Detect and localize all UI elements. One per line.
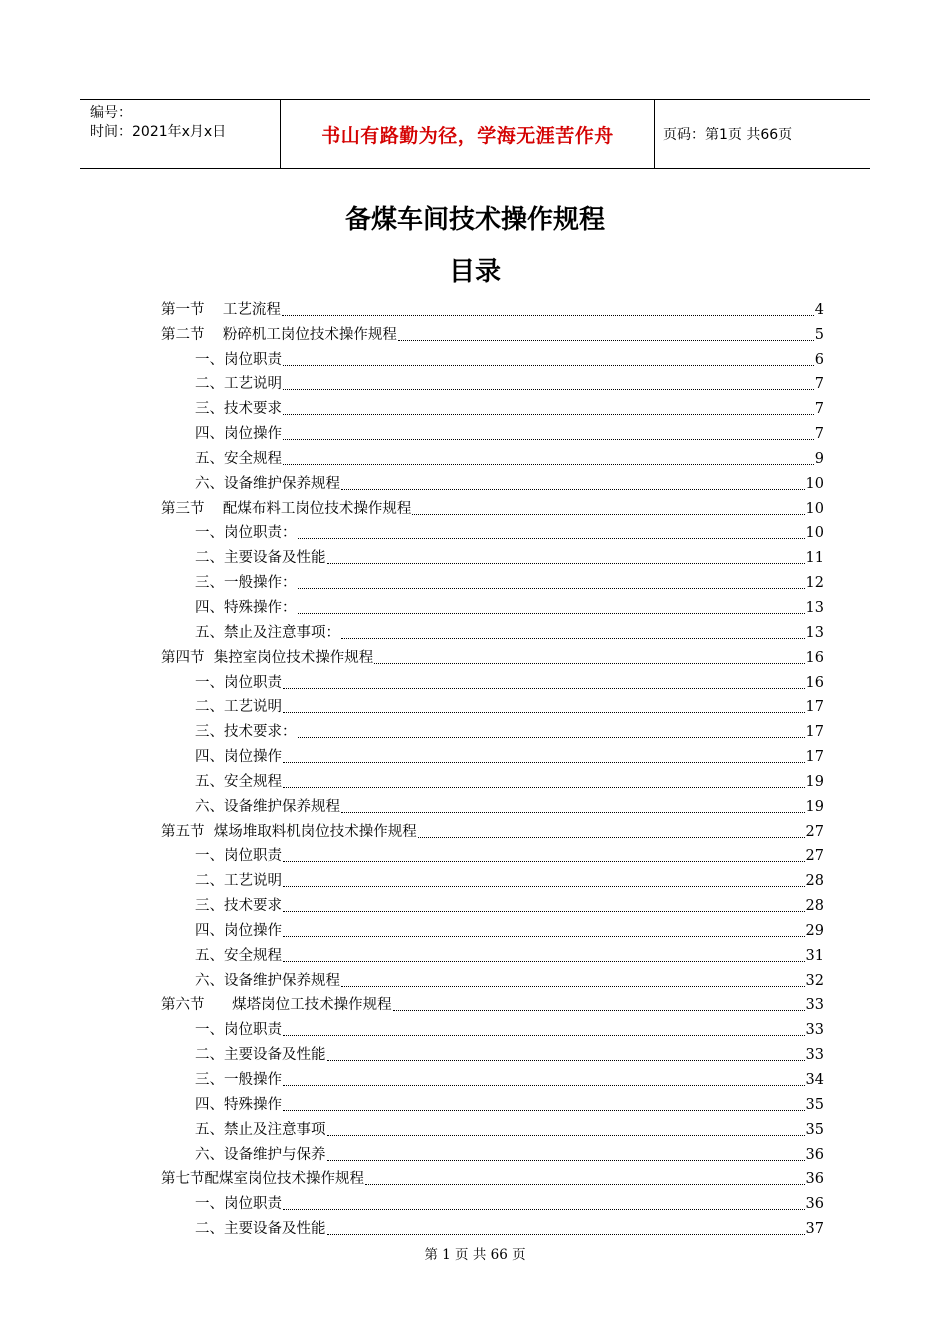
header-motto: 书山有路勤为径，学海无涯苦作舟	[281, 100, 655, 168]
toc-entry-label: 五、禁止及注意事项：	[195, 624, 340, 641]
toc-entry-page: 19	[805, 773, 824, 790]
toc-entry-page: 17	[805, 749, 824, 766]
toc-entry[interactable]	[161, 643, 824, 668]
toc-entry-label: 三、一般操作：	[195, 575, 297, 592]
toc-entry[interactable]	[161, 519, 824, 544]
document-title: 备煤车间技术操作规程	[344, 205, 605, 235]
toc-leader-dots	[283, 464, 814, 465]
toc-leader-dots	[327, 1135, 805, 1136]
toc-leader-dots	[327, 1160, 805, 1161]
toc-entry-page: 33	[805, 1022, 824, 1039]
toc-entry-page: 36	[805, 1171, 824, 1188]
time-label: 时间：2021年x月x日	[90, 124, 227, 140]
toc-entry-page: 10	[805, 475, 824, 492]
toc-leader-dots	[283, 1035, 805, 1036]
toc-entry-label: 二、工艺说明	[195, 699, 282, 716]
toc-entry-label: 第二节 粉碎机工岗位技术操作规程	[161, 326, 397, 343]
toc-entry-page: 7	[814, 401, 824, 418]
toc-entry-label: 一、岗位职责	[195, 848, 282, 865]
toc-entry[interactable]	[161, 1165, 824, 1190]
toc-entry-page: 37	[805, 1221, 824, 1238]
toc-entry-label: 三、技术要求	[195, 401, 282, 418]
toc-entry-page: 7	[814, 376, 824, 393]
toc-entry-label: 一、岗位职责	[195, 674, 282, 691]
toc-leader-dots	[327, 1234, 805, 1235]
toc-heading: 目录	[448, 257, 501, 287]
toc-entry[interactable]	[161, 817, 824, 842]
toc-entry[interactable]	[161, 966, 824, 991]
toc-entry[interactable]	[161, 1214, 824, 1239]
toc-entry[interactable]	[161, 1040, 824, 1065]
number-label: 编号：	[90, 105, 132, 121]
toc-leader-dots	[283, 439, 814, 440]
toc-entry-label: 三、一般操作	[195, 1072, 282, 1088]
toc-entry-page: 17	[805, 699, 824, 716]
toc-entry-label: 一、岗位职责	[195, 1196, 282, 1213]
toc-entry[interactable]	[161, 444, 824, 469]
toc-entry-page: 5	[814, 326, 824, 343]
toc-leader-dots	[365, 1184, 805, 1185]
toc-entry-label: 五、禁止及注意事项	[195, 1121, 326, 1138]
toc-leader-dots	[283, 712, 805, 713]
toc-entry[interactable]	[161, 1115, 824, 1140]
toc-entry[interactable]	[161, 345, 824, 370]
toc-entry-label: 五、安全规程	[195, 773, 282, 790]
page-footer: 第 1 页 共 66 页	[424, 1247, 526, 1263]
toc-entry-label: 第一节 工艺流程	[161, 301, 281, 318]
toc-entry-page: 29	[805, 922, 824, 939]
toc-leader-dots	[374, 663, 804, 664]
toc-leader-dots	[412, 514, 804, 515]
toc-entry[interactable]	[161, 320, 824, 345]
toc-entry-page: 17	[805, 724, 824, 741]
toc-entry-page: 16	[805, 649, 824, 666]
toc-entry-label: 一、岗位职责	[195, 1022, 282, 1039]
toc-entry[interactable]	[161, 1090, 824, 1115]
toc-entry[interactable]	[161, 469, 824, 494]
toc-entry-label: 四、特殊操作：	[195, 599, 297, 616]
toc-entry[interactable]	[161, 419, 824, 444]
toc-leader-dots	[283, 961, 805, 962]
toc-entry-page: 13	[805, 599, 824, 616]
toc-entry[interactable]	[161, 668, 824, 693]
toc-entry-label: 五、安全规程	[195, 947, 282, 964]
header-meta	[80, 100, 281, 168]
toc-entry-page: 10	[805, 500, 824, 517]
toc-entry-page: 27	[805, 823, 824, 840]
toc-entry-label: 三、技术要求	[195, 898, 282, 915]
toc-leader-dots	[341, 812, 805, 813]
toc-entry[interactable]	[161, 1189, 824, 1214]
toc-entry-page: 35	[805, 1121, 824, 1138]
toc-entry-label: 一、岗位职责：	[195, 525, 297, 542]
toc-entry-label: 三、技术要求：	[195, 724, 297, 741]
toc-entry[interactable]	[161, 394, 824, 419]
toc-entry-page: 13	[805, 624, 824, 641]
toc-entry-label: 第七节配煤室岗位技术操作规程	[161, 1171, 364, 1188]
toc-entry-label: 四、岗位操作	[195, 922, 282, 939]
toc-leader-dots	[327, 563, 805, 564]
toc-entry[interactable]	[161, 568, 824, 593]
toc-leader-dots	[298, 613, 805, 614]
toc-entry[interactable]	[161, 842, 824, 867]
toc-entry[interactable]	[161, 1015, 824, 1040]
toc-entry-page: 9	[814, 450, 824, 467]
toc-entry-page: 12	[805, 575, 824, 592]
toc-entry-label: 六、设备维护与保养	[195, 1146, 326, 1163]
toc-entry-page: 4	[814, 301, 824, 318]
toc-entry-label: 二、主要设备及性能	[195, 550, 326, 567]
toc-leader-dots	[283, 911, 805, 912]
toc-entry-page: 6	[814, 351, 824, 368]
toc-entry-page: 10	[805, 525, 824, 542]
toc-leader-dots	[283, 1209, 805, 1210]
toc-entry[interactable]	[161, 494, 824, 519]
toc-entry[interactable]	[161, 370, 824, 395]
toc-leader-dots	[283, 365, 814, 366]
toc-leader-dots	[393, 1010, 805, 1011]
toc-leader-dots	[298, 737, 805, 738]
toc-entry[interactable]	[161, 543, 824, 568]
toc-entry-page: 28	[805, 898, 824, 915]
toc-entry-page: 16	[805, 674, 824, 691]
toc-entry-page: 36	[805, 1146, 824, 1163]
toc-leader-dots	[283, 762, 805, 763]
toc-leader-dots	[398, 340, 814, 341]
toc-entry[interactable]	[161, 295, 824, 320]
toc-leader-dots	[341, 489, 805, 490]
toc-leader-dots	[298, 538, 805, 539]
toc-leader-dots	[283, 688, 805, 689]
toc-entry[interactable]	[161, 866, 824, 891]
toc-entry-page: 27	[805, 848, 824, 865]
toc-entry-page: 34	[805, 1072, 824, 1088]
toc-entry-page: 11	[805, 550, 824, 567]
toc-leader-dots	[283, 1085, 805, 1086]
toc-entry-label: 一、岗位职责	[195, 351, 282, 368]
toc-entry-label: 四、岗位操作	[195, 749, 282, 766]
toc-entry-label: 第六节 煤塔岗位工技术操作规程	[161, 997, 392, 1014]
toc-entry-label: 二、主要设备及性能	[195, 1047, 326, 1064]
toc-entry-page: 31	[805, 947, 824, 964]
toc-entry-label: 五、安全规程	[195, 450, 282, 467]
toc-leader-dots	[327, 1060, 805, 1061]
toc-entry[interactable]	[161, 593, 824, 618]
toc-entry-label: 二、工艺说明	[195, 873, 282, 890]
toc-entry[interactable]	[161, 941, 824, 966]
toc-entry[interactable]	[161, 767, 824, 792]
toc-leader-dots	[283, 936, 805, 937]
toc-leader-dots	[298, 588, 805, 589]
toc-leader-dots	[283, 1110, 805, 1111]
toc-entry[interactable]	[161, 717, 824, 742]
toc-entry-label: 四、特殊操作	[195, 1096, 282, 1113]
toc-entry-label: 第三节 配煤布料工岗位技术操作规程	[161, 500, 412, 517]
toc-entry-page: 28	[805, 873, 824, 890]
toc-entry[interactable]	[161, 916, 824, 941]
toc-leader-dots	[282, 315, 814, 316]
toc-entry-label: 六、设备维护保养规程	[195, 972, 340, 989]
toc-entry[interactable]	[161, 618, 824, 643]
toc-entry[interactable]	[161, 1140, 824, 1165]
toc-entry-page: 35	[805, 1096, 824, 1113]
toc-leader-dots	[418, 837, 805, 838]
toc-entry[interactable]	[161, 991, 824, 1016]
toc-entry-label: 第四节 集控室岗位技术操作规程	[161, 649, 374, 666]
toc-entry-page: 19	[805, 798, 824, 815]
toc-entry-label: 六、设备维护保养规程	[195, 798, 340, 815]
toc-entry-page: 33	[805, 1047, 824, 1064]
document-header	[80, 99, 870, 169]
toc-entry-label: 二、工艺说明	[195, 376, 282, 393]
toc-leader-dots	[283, 861, 805, 862]
toc-leader-dots	[283, 414, 814, 415]
toc-entry[interactable]	[161, 693, 824, 718]
toc-entry-page: 32	[805, 972, 824, 989]
toc-entry-label: 二、主要设备及性能	[195, 1221, 326, 1238]
toc-leader-dots	[283, 787, 805, 788]
toc-entry[interactable]	[161, 1065, 824, 1090]
toc-leader-dots	[341, 986, 805, 987]
toc-entry-label: 六、设备维护保养规程	[195, 475, 340, 492]
toc-entry[interactable]	[161, 792, 824, 817]
toc-entry[interactable]	[161, 891, 824, 916]
table-of-contents	[161, 295, 824, 1239]
toc-entry-page: 36	[805, 1196, 824, 1213]
toc-entry[interactable]	[161, 742, 824, 767]
toc-leader-dots	[283, 389, 814, 390]
toc-entry-page: 7	[814, 426, 824, 443]
toc-leader-dots	[341, 638, 805, 639]
toc-entry-label: 第五节 煤场堆取料机岗位技术操作规程	[161, 823, 417, 840]
toc-leader-dots	[283, 886, 805, 887]
toc-entry-label: 四、岗位操作	[195, 426, 282, 443]
header-page-info: 页码：第1页 共66页	[663, 127, 793, 143]
toc-entry-page: 33	[805, 997, 824, 1014]
